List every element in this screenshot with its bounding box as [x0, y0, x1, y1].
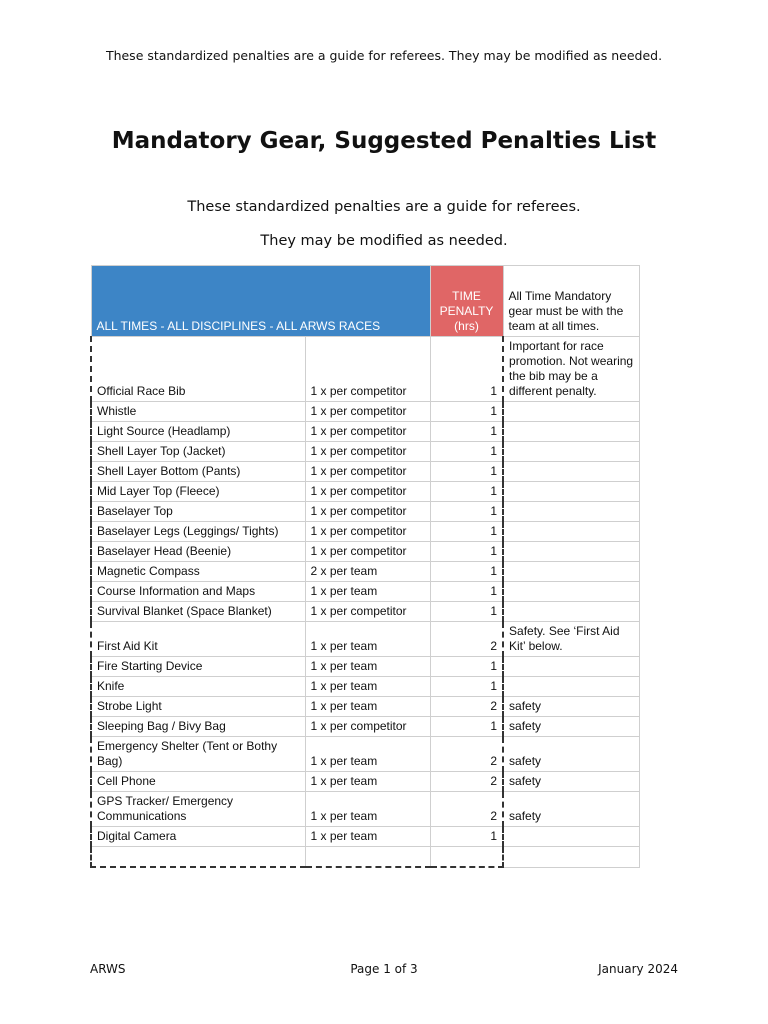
quantity-cell: 1 x per competitor: [305, 482, 430, 502]
note-cell: [503, 442, 639, 462]
footer-org: ARWS: [90, 962, 126, 976]
penalty-cell: 1: [430, 827, 503, 847]
gear-item-cell: Emergency Shelter (Tent or Bothy Bag): [91, 737, 305, 772]
quantity-cell: 2 x per team: [305, 562, 430, 582]
header-note: These standardized penalties are a guide for referees. They may be modified as needed.: [105, 48, 663, 63]
gear-item-cell: Fire Starting Device: [91, 657, 305, 677]
empty-cell: [503, 847, 639, 868]
note-cell: [503, 482, 639, 502]
penalty-cell: 1: [430, 482, 503, 502]
note-cell: safety: [503, 772, 639, 792]
quantity-cell: 1 x per team: [305, 697, 430, 717]
quantity-cell: 1 x per team: [305, 792, 430, 827]
penalty-header-line-2: PENALTY: [439, 304, 494, 318]
penalty-cell: 1: [430, 462, 503, 482]
table-row: [91, 462, 639, 482]
time-penalty-header: [430, 266, 503, 337]
penalty-cell: 1: [430, 422, 503, 442]
table-row: [91, 482, 639, 502]
table-row: [91, 602, 639, 622]
gear-item-cell: Mid Layer Top (Fleece): [91, 482, 305, 502]
quantity-cell: 1 x per competitor: [305, 337, 430, 402]
table-row: [91, 827, 639, 847]
penalty-cell: 1: [430, 717, 503, 737]
penalty-header-line-1: TIME: [452, 289, 481, 303]
note-cell: Important for race promotion. Not wearing the bib may be a different penalty.: [503, 337, 639, 402]
note-cell: [503, 827, 639, 847]
gear-item-cell: Course Information and Maps: [91, 582, 305, 602]
quantity-cell: 1 x per competitor: [305, 442, 430, 462]
table-row: [91, 582, 639, 602]
table-row: [91, 697, 639, 717]
gear-item-cell: Official Race Bib: [91, 337, 305, 402]
note-cell: [503, 602, 639, 622]
empty-cell: [430, 847, 503, 868]
table-row: [91, 772, 639, 792]
gear-item-cell: Baselayer Head (Beenie): [91, 542, 305, 562]
gear-item-cell: Survival Blanket (Space Blanket): [91, 602, 305, 622]
table-row: [91, 677, 639, 697]
note-cell: safety: [503, 737, 639, 772]
penalty-cell: 2: [430, 737, 503, 772]
quantity-cell: 1 x per team: [305, 827, 430, 847]
penalty-cell: 1: [430, 402, 503, 422]
empty-cell: [305, 847, 430, 868]
quantity-cell: 1 x per competitor: [305, 422, 430, 442]
gear-item-cell: Shell Layer Bottom (Pants): [91, 462, 305, 482]
table-row: [91, 717, 639, 737]
penalty-cell: 1: [430, 582, 503, 602]
mandatory-gear-header: All Time Mandatory gear must be with the team at all times.: [503, 266, 639, 337]
note-cell: safety: [503, 717, 639, 737]
note-cell: [503, 422, 639, 442]
penalty-cell: 1: [430, 442, 503, 462]
subtitle-line-1: These standardized penalties are a guide for referees.: [187, 199, 581, 215]
note-cell: [503, 542, 639, 562]
table-row: [91, 522, 639, 542]
quantity-cell: 1 x per team: [305, 737, 430, 772]
penalty-cell: 2: [430, 697, 503, 717]
quantity-cell: 1 x per competitor: [305, 502, 430, 522]
penalty-cell: 1: [430, 562, 503, 582]
note-cell: [503, 657, 639, 677]
mandatory-gear-table: [90, 265, 640, 868]
gear-item-cell: Cell Phone: [91, 772, 305, 792]
table-row: [91, 657, 639, 677]
note-cell: safety: [503, 697, 639, 717]
gear-item-cell: Whistle: [91, 402, 305, 422]
gear-item-cell: First Aid Kit: [91, 622, 305, 657]
quantity-cell: 1 x per team: [305, 772, 430, 792]
table-row: [91, 622, 639, 657]
footer-page-number: Page 1 of 3: [350, 962, 418, 976]
gear-item-cell: Shell Layer Top (Jacket): [91, 442, 305, 462]
quantity-cell: 1 x per team: [305, 622, 430, 657]
penalty-cell: 1: [430, 522, 503, 542]
note-cell: [503, 582, 639, 602]
gear-item-cell: Sleeping Bag / Bivy Bag: [91, 717, 305, 737]
quantity-cell: 1 x per competitor: [305, 602, 430, 622]
table-row: [91, 562, 639, 582]
page-title: Mandatory Gear, Suggested Penalties List: [111, 128, 657, 154]
note-cell: safety: [503, 792, 639, 827]
table-row: [91, 422, 639, 442]
table-row: [91, 442, 639, 462]
penalty-header-line-3: (hrs): [454, 319, 479, 333]
table-row: [91, 792, 639, 827]
penalty-cell: 1: [430, 502, 503, 522]
note-cell: [503, 562, 639, 582]
gear-table-body: [91, 337, 639, 868]
gear-item-cell: Baselayer Top: [91, 502, 305, 522]
quantity-cell: 1 x per team: [305, 657, 430, 677]
table-row: [91, 542, 639, 562]
gear-item-cell: Magnetic Compass: [91, 562, 305, 582]
quantity-cell: 1 x per competitor: [305, 717, 430, 737]
note-cell: [503, 462, 639, 482]
subtitle-line-2: They may be modified as needed.: [260, 233, 508, 249]
quantity-cell: 1 x per team: [305, 582, 430, 602]
penalty-cell: 2: [430, 622, 503, 657]
table-row-empty: [91, 847, 639, 868]
table-row: [91, 737, 639, 772]
table-row: [91, 402, 639, 422]
gear-item-cell: Knife: [91, 677, 305, 697]
penalty-cell: 2: [430, 792, 503, 827]
penalty-cell: 1: [430, 337, 503, 402]
penalty-cell: 1: [430, 542, 503, 562]
quantity-cell: 1 x per competitor: [305, 402, 430, 422]
penalty-cell: 1: [430, 677, 503, 697]
empty-cell: [91, 847, 305, 868]
note-cell: [503, 402, 639, 422]
penalty-cell: 2: [430, 772, 503, 792]
note-cell: [503, 502, 639, 522]
quantity-cell: 1 x per competitor: [305, 542, 430, 562]
gear-item-cell: Digital Camera: [91, 827, 305, 847]
table-row: [91, 337, 639, 402]
quantity-cell: 1 x per competitor: [305, 462, 430, 482]
penalty-cell: 1: [430, 602, 503, 622]
penalty-cell: 1: [430, 657, 503, 677]
table-header-row: [91, 266, 639, 337]
quantity-cell: 1 x per team: [305, 677, 430, 697]
note-cell: Safety. See ‘First Aid Kit’ below.: [503, 622, 639, 657]
gear-item-cell: Light Source (Headlamp): [91, 422, 305, 442]
footer-date: January 2024: [598, 962, 678, 976]
band-header: ALL TIMES - ALL DISCIPLINES - ALL ARWS RACES: [91, 266, 430, 337]
quantity-cell: 1 x per competitor: [305, 522, 430, 542]
note-cell: [503, 522, 639, 542]
gear-item-cell: Strobe Light: [91, 697, 305, 717]
table-row: [91, 502, 639, 522]
gear-item-cell: Baselayer Legs (Leggings/ Tights): [91, 522, 305, 542]
note-cell: [503, 677, 639, 697]
gear-item-cell: GPS Tracker/ Emergency Communications: [91, 792, 305, 827]
